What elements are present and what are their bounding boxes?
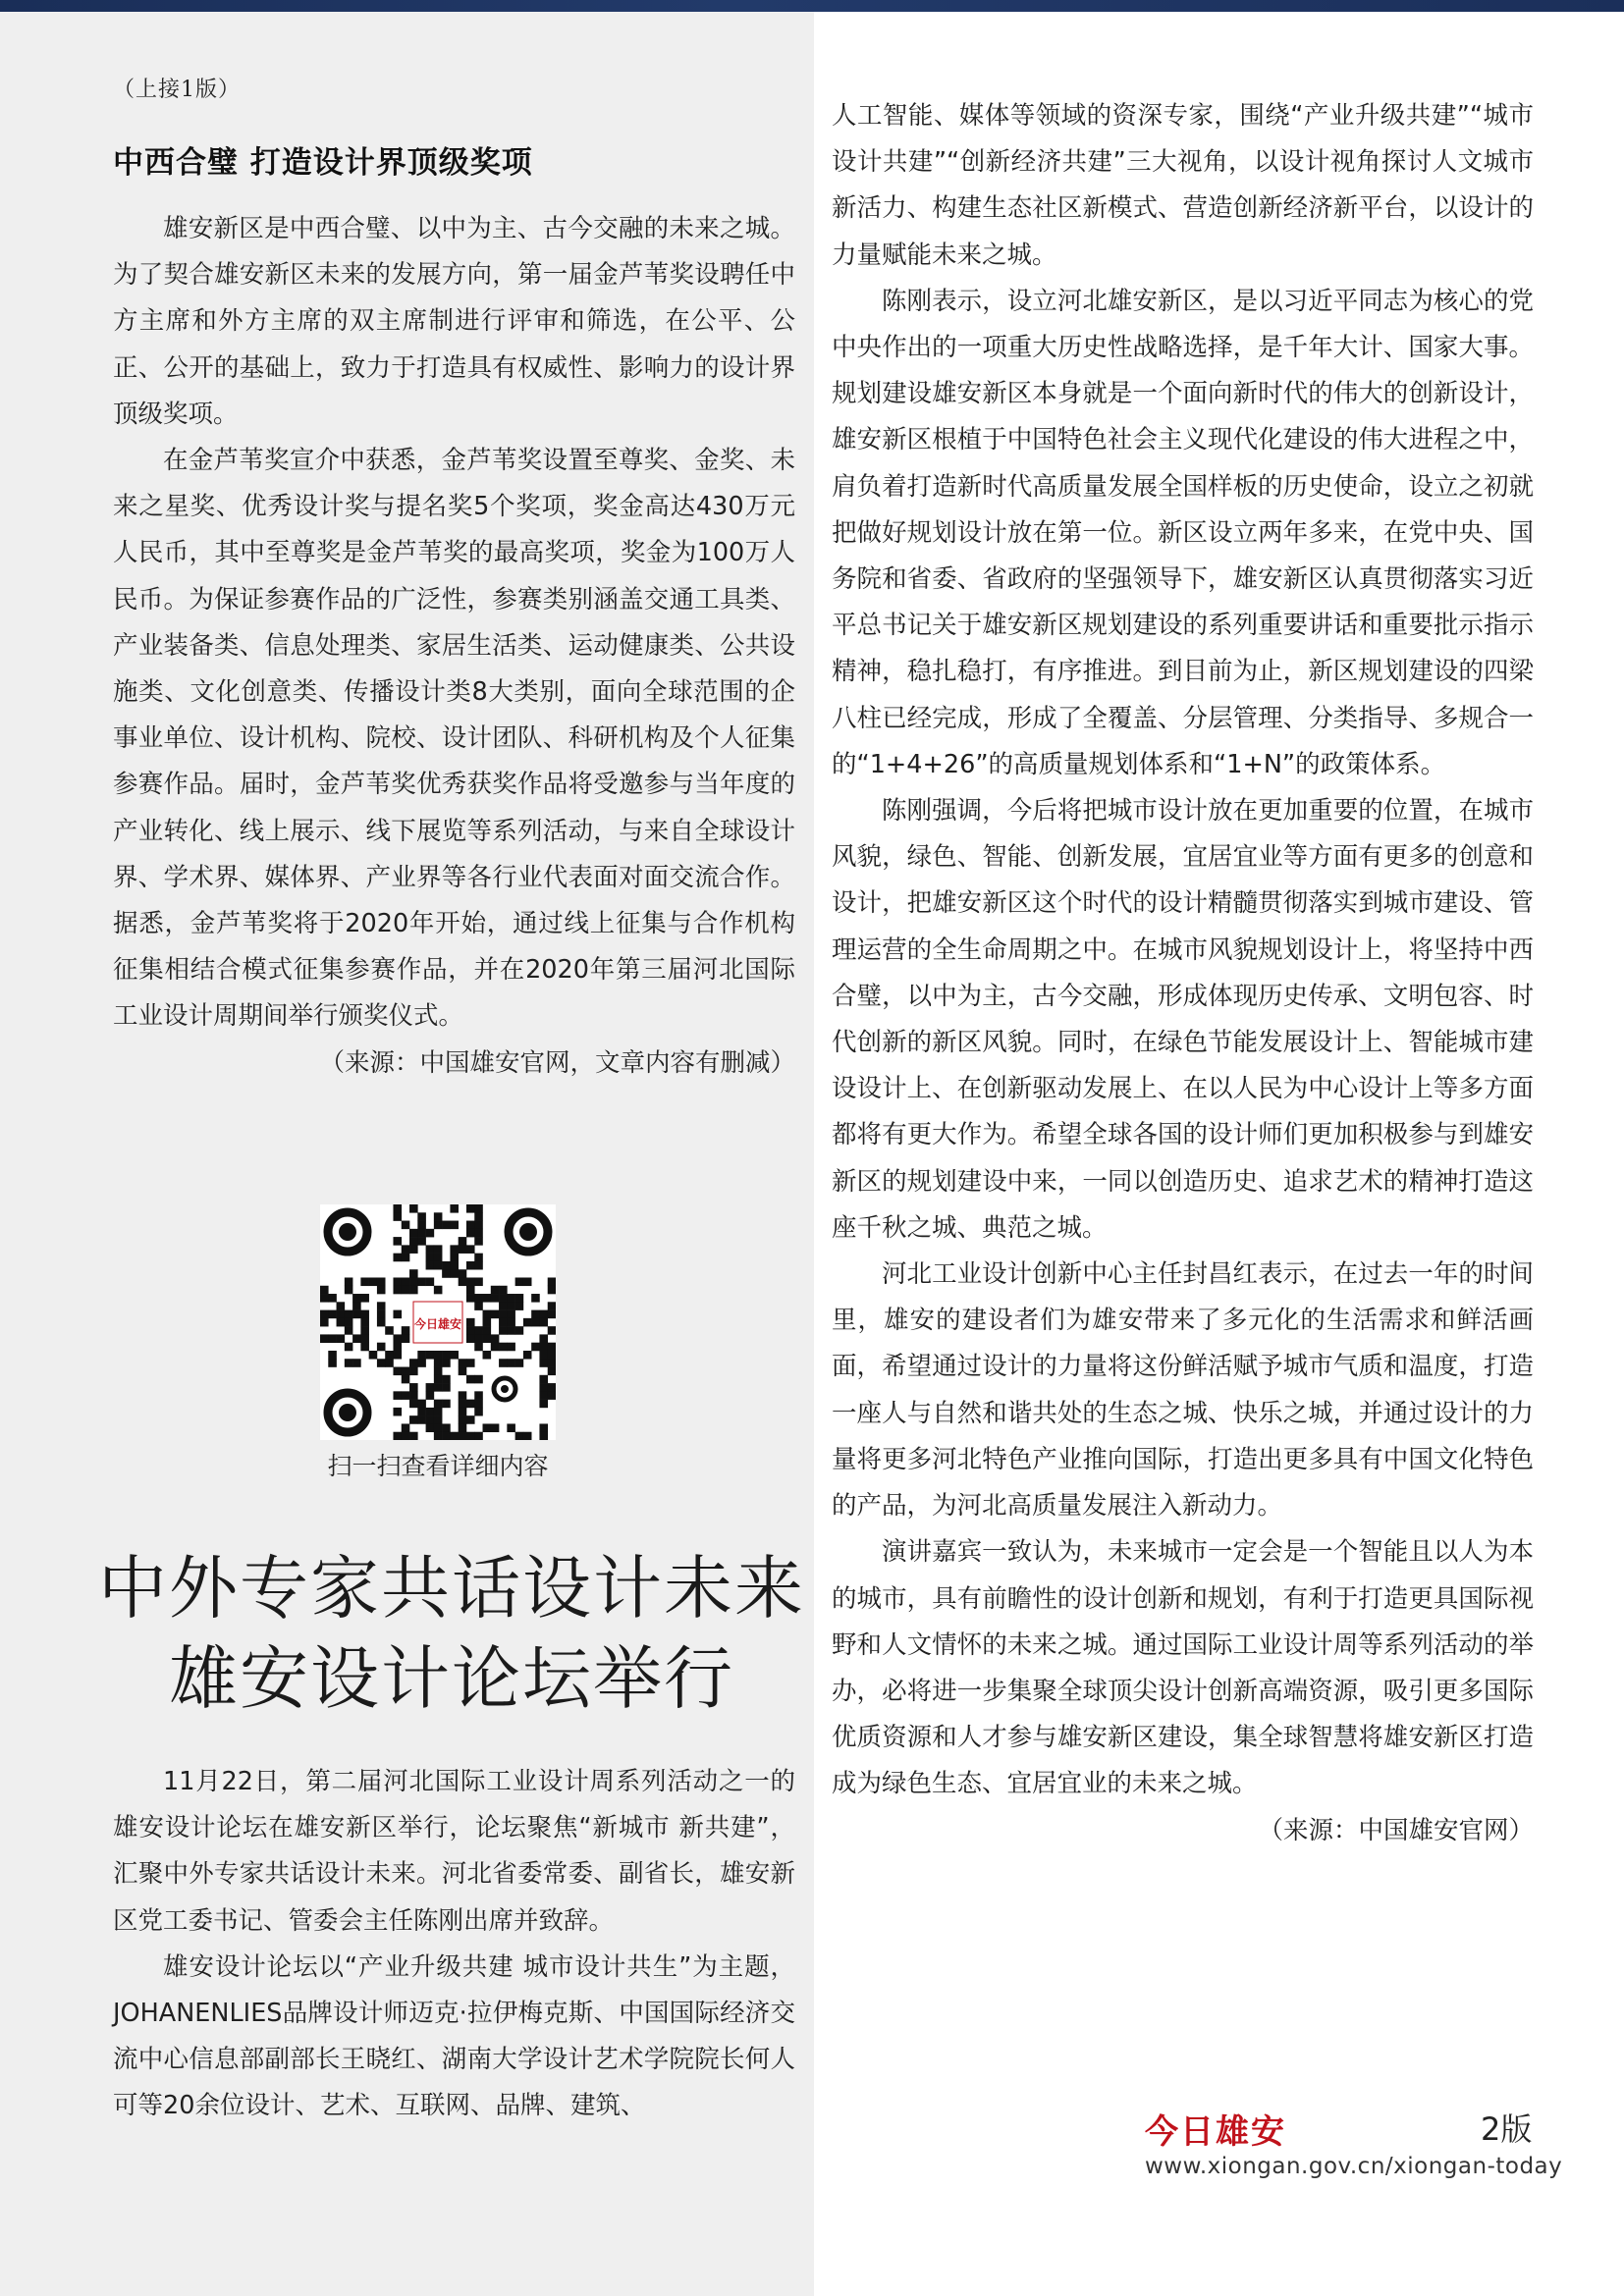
qr-module xyxy=(459,1367,467,1376)
qr-module xyxy=(491,1423,500,1432)
qr-module xyxy=(499,1294,508,1303)
qr-module xyxy=(474,1400,483,1409)
qr-module xyxy=(474,1277,483,1286)
qr-module xyxy=(328,1359,337,1367)
paragraph: 陈刚强调，今后将把城市设计放在更加重要的位置，在城市风貌，绿色、智能、创新发展，宜居宜业等方面有更多的创意和设计，把雄安新区这个时代的设计精髓贯彻落实到城市建设、管理运营的全生命周期之中。在城市风貌规划设计上，将坚持中西合璧，以中为主，古今交融，形成体现历史传承、文明包容、时代创新的新区风貌。同时，在绿色节能发展设计上、智能城市建设设计上、在创新驱动发展上、在以人民为中心设计上等多方面都将有更大作为。希望全球各国的设计师们更加积极参与到雄安新区的规划建设中来，一同以创造历史、追求艺术的精神打造这座千秋之城、典范之城。 xyxy=(832,796,1534,1243)
qr-module xyxy=(393,1254,402,1262)
qr-module xyxy=(337,1310,346,1319)
qr-module xyxy=(320,1318,329,1327)
qr-module xyxy=(426,1408,435,1416)
qr-module xyxy=(352,1310,361,1319)
qr-module xyxy=(434,1261,443,1270)
article-title-line: 雄安设计论坛举行 xyxy=(169,1638,734,1719)
qr-module xyxy=(499,1343,508,1352)
qr-module xyxy=(466,1415,475,1424)
qr-module xyxy=(352,1334,361,1343)
qr-module xyxy=(345,1359,353,1367)
qr-code[interactable] xyxy=(320,1204,556,1440)
qr-module xyxy=(409,1367,418,1376)
qr-module xyxy=(417,1415,426,1424)
qr-module xyxy=(393,1237,402,1246)
brand-logo: 今日雄安 xyxy=(1145,2112,1286,2152)
qr-module xyxy=(409,1383,418,1392)
source-note: （来源：中国雄安官网） xyxy=(1258,1815,1534,1845)
qr-module xyxy=(474,1343,483,1352)
qr-module xyxy=(402,1423,410,1432)
qr-module xyxy=(352,1302,361,1310)
qr-module xyxy=(402,1221,410,1230)
qr-module xyxy=(474,1294,483,1303)
qr-module xyxy=(434,1375,443,1384)
qr-module xyxy=(450,1432,459,1440)
qr-module xyxy=(466,1286,475,1295)
qr-module xyxy=(515,1326,524,1335)
qr-module xyxy=(450,1245,459,1254)
qr-module xyxy=(474,1326,483,1335)
qr-module xyxy=(442,1375,451,1384)
qr-module xyxy=(474,1221,483,1230)
qr-module xyxy=(442,1359,451,1367)
qr-module xyxy=(515,1359,524,1367)
qr-module xyxy=(539,1359,548,1367)
qr-module xyxy=(320,1334,329,1343)
qr-module xyxy=(507,1423,515,1432)
qr-module xyxy=(442,1261,451,1270)
qr-module xyxy=(515,1302,524,1310)
qr-module xyxy=(402,1277,410,1286)
qr-module xyxy=(548,1277,556,1286)
qr-module xyxy=(442,1351,451,1360)
paragraph: 雄安新区是中西合璧、以中为主、古今交融的未来之城。为了契合雄安新区未来的发展方向，第一届金芦苇奖设聘任中方主席和外方主席的双主席制进行评审和筛选，在公平、公正、公开的基础上，致力于打造具有权威性、影响力的设计界顶级奖项。 xyxy=(113,214,795,429)
qr-module xyxy=(417,1408,426,1416)
source-note: （来源：中国雄安官网，文章内容有删减） xyxy=(319,1047,795,1078)
qr-module xyxy=(377,1286,386,1295)
qr-module xyxy=(434,1221,443,1230)
qr-module xyxy=(450,1221,459,1230)
qr-module xyxy=(434,1367,443,1376)
qr-module xyxy=(491,1294,500,1303)
qr-module xyxy=(393,1286,402,1295)
qr-module xyxy=(442,1400,451,1409)
qr-module xyxy=(466,1229,475,1238)
qr-module xyxy=(523,1351,532,1360)
qr-module xyxy=(474,1334,483,1343)
qr-module xyxy=(377,1359,386,1367)
qr-module xyxy=(459,1391,467,1400)
qr-module xyxy=(409,1229,418,1238)
paragraph: 演讲嘉宾一致认为，未来城市一定会是一个智能且以人为本的城市，具有前瞻性的设计创新和规划，有利于打造更具国际视野和人文情怀的未来之城。通过国际工业设计周等系列活动的举办，必将进一步集聚全球顶尖设计创新高端资源，吸引更多国际优质资源和人才参与雄安新区建设，集全球智慧将雄安新区打造成为绿色生态、宜居宜业的未来之城。 xyxy=(832,1537,1534,1799)
page-number: 2版 xyxy=(1481,2110,1533,2148)
qr-module xyxy=(417,1237,426,1246)
qr-module xyxy=(450,1204,459,1213)
qr-module xyxy=(345,1310,353,1319)
qr-module xyxy=(377,1302,386,1310)
paragraph: 陈刚表示，设立河北雄安新区，是以习近平同志为核心的党中央作出的一项重大历史性战略选择，是千年大计、国家大事。规划建设雄安新区本身就是一个面向新时代的伟大的创新设计，雄安新区根植于中国特色社会主义现代化建设的伟大进程之中，肩负着打造新时代高质量发展全国样板的历史使命，设立之初就把做好规划设计放在第一位。新区设立两年多来，在党中央、国务院和省委、省政府的坚强领导下，雄安新区认真贯彻落实习近平总书记关于雄安新区规划建设的系列重要讲话和重要批示指示精神，稳扎稳打，有序推进。到目前为止，新区规划建设的四梁八柱已经完成，形成了全覆盖、分层管理、分类指导、多规合一的“1+4+26”的高质量规划体系和“1+N”的政策体系。 xyxy=(832,286,1534,779)
qr-module xyxy=(539,1432,548,1440)
qr-module xyxy=(474,1391,483,1400)
qr-module xyxy=(320,1294,329,1303)
qr-module xyxy=(345,1277,353,1286)
qr-module xyxy=(409,1245,418,1254)
qr-module xyxy=(466,1400,475,1409)
qr-module xyxy=(385,1359,394,1367)
qr-module xyxy=(507,1318,515,1327)
article-title-line: 中外专家共话设计未来 xyxy=(98,1548,805,1629)
qr-module xyxy=(360,1326,369,1335)
qr-module xyxy=(402,1326,410,1335)
qr-module xyxy=(426,1245,435,1254)
qr-module xyxy=(466,1261,475,1270)
paragraph: 在金芦苇奖宣介中获悉，金芦苇奖设置至尊奖、金奖、未来之星奖、优秀设计奖与提名奖5个奖项，奖金高达430万元人民币，其中至尊奖是金芦苇奖的最高奖项，奖金为100万人民币。为保证参赛作品的广泛性，参赛类别涵盖交通工具类、产业装备类、信息处理类、家居生活类、运动健康类、公共设施类、文化创意类、传播设计类8大类别，面向全球范围的企事业单位、设计机构、院校、设计团队、科研机构及个人征集参赛作品。届时，金芦苇奖优秀获奖作品将受邀参与当年度的产业转化、线上展示、线下展览等系列活动，与来自全球设计界、学术界、媒体界、产业界等各行业代表面对面交流合作。据悉，金芦苇奖将于2020年开始，通过线上征集与合作机构征集相结合模式征集参赛作品，并在2020年第三届河北国际工业设计周期间举行颁奖仪式。 xyxy=(113,446,795,1032)
qr-module xyxy=(548,1351,556,1360)
qr-module xyxy=(459,1423,467,1432)
qr-module xyxy=(442,1221,451,1230)
article-title xyxy=(98,1543,805,1724)
qr-module xyxy=(320,1310,329,1319)
qr-module xyxy=(393,1310,402,1319)
qr-module xyxy=(548,1367,556,1376)
qr-module xyxy=(409,1432,418,1440)
qr-module xyxy=(393,1334,402,1343)
qr-module xyxy=(417,1277,426,1286)
qr-module xyxy=(409,1204,418,1213)
qr-module xyxy=(328,1334,337,1343)
qr-module xyxy=(442,1432,451,1440)
qr-module xyxy=(474,1237,483,1246)
qr-module xyxy=(393,1343,402,1352)
qr-module xyxy=(426,1423,435,1432)
qr-module xyxy=(450,1261,459,1270)
section-heading: 中西合璧 打造设计界顶级奖项 xyxy=(113,145,533,181)
qr-module xyxy=(409,1415,418,1424)
qr-module xyxy=(539,1423,548,1432)
qr-module xyxy=(459,1269,467,1278)
qr-module xyxy=(539,1318,548,1327)
qr-module xyxy=(483,1351,492,1360)
qr-module xyxy=(360,1310,369,1319)
qr-module xyxy=(434,1408,443,1416)
qr-module xyxy=(459,1277,467,1286)
qr-module xyxy=(360,1334,369,1343)
qr-module xyxy=(539,1351,548,1360)
article-left-text xyxy=(113,1759,795,2130)
qr-module xyxy=(409,1359,418,1367)
qr-module xyxy=(507,1343,515,1352)
qr-module xyxy=(459,1359,467,1367)
qr-module xyxy=(499,1310,508,1319)
qr-module xyxy=(426,1351,435,1360)
qr-module xyxy=(393,1204,402,1213)
paragraph: 雄安设计论坛以“产业升级共建 城市设计共生”为主题，JOHANENLIES品牌设计师迈克·拉伊梅克斯、中国国际经济交流中心信息部副部长王晓红、湖南大学设计艺术学院院长何人可等20余位设计、艺术、互联网、品牌、建筑、 xyxy=(113,1951,795,2121)
qr-module xyxy=(474,1261,483,1270)
qr-module xyxy=(377,1277,386,1286)
qr-module xyxy=(328,1294,337,1303)
qr-module xyxy=(507,1302,515,1310)
qr-module xyxy=(459,1237,467,1246)
qr-module xyxy=(360,1277,369,1286)
paragraph: 11月22日，第二届河北国际工业设计周系列活动之一的雄安设计论坛在雄安新区举行，论坛聚焦“新城市 新共建”，汇聚中外专家共话设计未来。河北省委常委、副省长，雄安新区党工委书记、管委会主任陈刚出席并致辞。 xyxy=(113,1767,795,1936)
qr-module xyxy=(507,1359,515,1367)
qr-module xyxy=(474,1254,483,1262)
qr-module xyxy=(459,1415,467,1424)
qr-module xyxy=(474,1302,483,1310)
qr-module xyxy=(483,1294,492,1303)
qr-module xyxy=(426,1391,435,1400)
qr-module xyxy=(531,1318,540,1327)
qr-module xyxy=(515,1432,524,1440)
qr-module xyxy=(474,1408,483,1416)
qr-module xyxy=(409,1400,418,1409)
qr-module xyxy=(434,1286,443,1295)
qr-module xyxy=(434,1383,443,1392)
qr-module xyxy=(466,1359,475,1367)
qr-module xyxy=(548,1359,556,1367)
qr-module xyxy=(548,1310,556,1319)
qr-module xyxy=(426,1383,435,1392)
article-right-text xyxy=(832,93,1534,1854)
qr-module xyxy=(402,1432,410,1440)
qr-module xyxy=(393,1432,402,1440)
qr-module xyxy=(539,1375,548,1384)
qr-module xyxy=(409,1269,418,1278)
qr-module xyxy=(369,1277,378,1286)
qr-module xyxy=(434,1254,443,1262)
top-color-bar xyxy=(0,0,1624,12)
qr-module xyxy=(409,1237,418,1246)
qr-module xyxy=(377,1310,386,1319)
qr-module xyxy=(409,1391,418,1400)
qr-module xyxy=(393,1277,402,1286)
qr-module xyxy=(459,1400,467,1409)
qr-module xyxy=(417,1212,426,1221)
qr-module xyxy=(523,1277,532,1286)
qr-module xyxy=(466,1334,475,1343)
qr-module xyxy=(393,1408,402,1416)
qr-module xyxy=(360,1318,369,1327)
qr-module xyxy=(328,1310,337,1319)
qr-module xyxy=(548,1383,556,1392)
qr-module xyxy=(491,1334,500,1343)
qr-module xyxy=(466,1277,475,1286)
qr-module xyxy=(434,1212,443,1221)
qr-module xyxy=(539,1343,548,1352)
qr-module xyxy=(409,1277,418,1286)
qr-module xyxy=(377,1318,386,1327)
qr-module xyxy=(466,1294,475,1303)
qr-module xyxy=(523,1432,532,1440)
qr-module xyxy=(466,1318,475,1327)
paragraph-continued: 人工智能、媒体等领域的资深专家，围绕“产业升级共建”“城市设计共建”“创新经济共建”三大视角，以设计视角探讨人文城市新活力、构建生态社区新模式、营造创新经济新平台，以设计的力量赋能未来之城。 xyxy=(832,101,1534,270)
qr-module xyxy=(499,1326,508,1335)
qr-module xyxy=(531,1343,540,1352)
qr-module xyxy=(483,1334,492,1343)
qr-module xyxy=(499,1318,508,1327)
qr-module xyxy=(491,1286,500,1295)
qr-module xyxy=(426,1261,435,1270)
qr-module xyxy=(426,1254,435,1262)
qr-module xyxy=(402,1375,410,1384)
qr-module xyxy=(402,1391,410,1400)
qr-module xyxy=(337,1302,346,1310)
qr-module xyxy=(442,1269,451,1278)
qr-module xyxy=(507,1294,515,1303)
qr-module xyxy=(320,1286,329,1295)
section1-text xyxy=(113,206,795,1087)
qr-module xyxy=(402,1367,410,1376)
qr-module xyxy=(360,1294,369,1303)
qr-module xyxy=(393,1351,402,1360)
qr-module xyxy=(402,1334,410,1343)
qr-module xyxy=(360,1343,369,1352)
qr-module xyxy=(409,1286,418,1295)
qr-module xyxy=(483,1326,492,1335)
qr-module xyxy=(393,1391,402,1400)
qr-module xyxy=(459,1432,467,1440)
qr-module xyxy=(345,1318,353,1327)
qr-module xyxy=(474,1204,483,1213)
qr-module xyxy=(417,1229,426,1238)
qr-module xyxy=(539,1400,548,1409)
qr-module xyxy=(402,1254,410,1262)
qr-module xyxy=(466,1221,475,1230)
qr-module xyxy=(417,1221,426,1230)
paragraph: 河北工业设计创新中心主任封昌红表示，在过去一年的时间里，雄安的建设者们为雄安带来了多元化的生活需求和鲜活画面，希望通过设计的力量将这份鲜活赋予城市气质和温度，打造一座人与自然和谐共处的生态之城、快乐之城，并通过设计的力量将更多河北特色产业推向国际，打造出更多具有中国文化特色的产品，为河北高质量发展注入新动力。 xyxy=(832,1259,1534,1522)
qr-module xyxy=(539,1334,548,1343)
qr-module xyxy=(507,1310,515,1319)
qr-module xyxy=(377,1343,386,1352)
qr-module xyxy=(548,1302,556,1310)
qr-module xyxy=(466,1204,475,1213)
qr-module xyxy=(434,1432,443,1440)
qr-module xyxy=(328,1351,337,1360)
qr-module xyxy=(426,1415,435,1424)
qr-module xyxy=(548,1326,556,1335)
qr-module xyxy=(515,1277,524,1286)
qr-module xyxy=(434,1359,443,1367)
qr-module xyxy=(474,1432,483,1440)
qr-module xyxy=(450,1269,459,1278)
qr-module xyxy=(459,1408,467,1416)
qr-module xyxy=(491,1310,500,1319)
qr-module xyxy=(426,1229,435,1238)
qr-module xyxy=(393,1212,402,1221)
qr-module xyxy=(434,1245,443,1254)
qr-module xyxy=(369,1351,378,1360)
qr-module xyxy=(417,1359,426,1367)
qr-module xyxy=(523,1318,532,1327)
qr-module xyxy=(483,1310,492,1319)
qr-module xyxy=(417,1351,426,1360)
qr-module xyxy=(499,1302,508,1310)
qr-module xyxy=(337,1334,346,1343)
qr-module xyxy=(474,1375,483,1384)
qr-module xyxy=(450,1351,459,1360)
qr-module xyxy=(483,1423,492,1432)
qr-module xyxy=(548,1391,556,1400)
qr-module xyxy=(434,1400,443,1409)
qr-module xyxy=(442,1383,451,1392)
qr-module xyxy=(515,1294,524,1303)
qr-module xyxy=(434,1351,443,1360)
qr-module xyxy=(450,1254,459,1262)
website-link[interactable]: www.xiongan.gov.cn/xiongan-today xyxy=(1145,2154,1563,2179)
qr-module xyxy=(539,1310,548,1319)
qr-caption: 扫一扫查看详细内容 xyxy=(327,1452,549,1480)
qr-module xyxy=(548,1343,556,1352)
qr-module xyxy=(402,1245,410,1254)
qr-module xyxy=(345,1343,353,1352)
qr-module xyxy=(499,1359,508,1367)
qr-module xyxy=(352,1359,361,1367)
qr-module xyxy=(337,1318,346,1327)
qr-module xyxy=(539,1391,548,1400)
qr-module xyxy=(507,1326,515,1335)
qr-module xyxy=(539,1383,548,1392)
qr-module xyxy=(466,1375,475,1384)
continued-from-label: （上接1版） xyxy=(113,78,241,102)
qr-module xyxy=(466,1326,475,1335)
qr-module xyxy=(434,1423,443,1432)
qr-module xyxy=(483,1318,492,1327)
qr-module xyxy=(474,1229,483,1238)
qr-module xyxy=(548,1286,556,1295)
qr-module xyxy=(459,1245,467,1254)
qr-module xyxy=(474,1212,483,1221)
qr-module xyxy=(531,1294,540,1303)
qr-module xyxy=(393,1367,402,1376)
qr-module xyxy=(417,1400,426,1409)
qr-module xyxy=(466,1245,475,1254)
qr-module xyxy=(385,1351,394,1360)
qr-module xyxy=(531,1310,540,1319)
qr-module xyxy=(442,1423,451,1432)
qr-module xyxy=(434,1415,443,1424)
qr-module xyxy=(426,1277,435,1286)
qr-module xyxy=(345,1286,353,1295)
qr-center-logo: 今日雄安 xyxy=(413,1317,462,1331)
qr-module xyxy=(466,1432,475,1440)
qr-module xyxy=(491,1343,500,1352)
qr-module xyxy=(385,1326,394,1335)
qr-module xyxy=(402,1286,410,1295)
qr-module xyxy=(345,1326,353,1335)
qr-code-graphic xyxy=(320,1204,556,1440)
qr-module xyxy=(352,1294,361,1303)
qr-module xyxy=(499,1286,508,1295)
